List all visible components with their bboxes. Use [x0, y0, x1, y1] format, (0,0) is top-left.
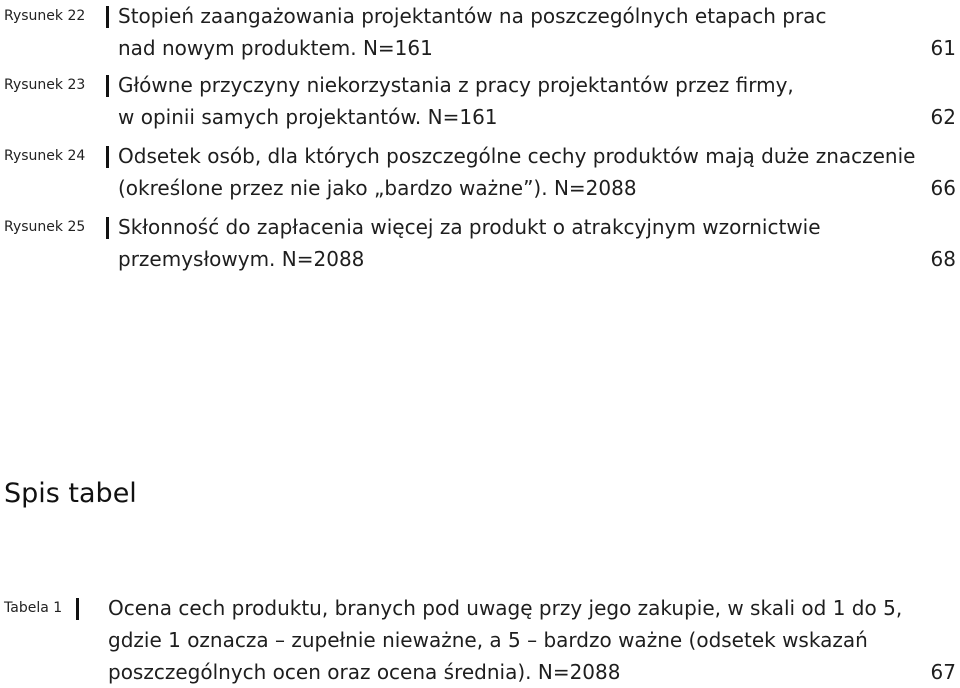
figure-label: Rysunek 24: [4, 148, 86, 164]
caption-line: Skłonność do zapłacenia więcej za produkt o atrakcyjnym wzornictwie: [118, 215, 821, 239]
separator-bar: [106, 75, 109, 97]
page-number: 66: [930, 176, 956, 200]
figure-label: Rysunek 23: [4, 77, 86, 93]
caption-line: poszczególnych ocen oraz ocena średnia). N=2088: [108, 660, 621, 684]
page-number: 61: [930, 36, 956, 60]
figure-label: Rysunek 22: [4, 8, 86, 24]
caption-line: w opinii samych projektantów. N=161: [118, 105, 498, 129]
section-heading: Spis tabel: [4, 478, 137, 509]
page-number: 67: [930, 660, 956, 684]
separator-bar: [106, 146, 109, 168]
caption-line: gdzie 1 oznacza – zupełnie nieważne, a 5 – bardzo ważne (odsetek wskazań: [108, 628, 868, 652]
figure-entry[interactable]: [0, 140, 960, 204]
page-number: 68: [930, 247, 956, 271]
figure-caption: [118, 211, 821, 275]
caption-line: przemysłowym. N=2088: [118, 247, 365, 271]
figure-label: Rysunek 25: [4, 219, 86, 235]
caption-line: Ocena cech produktu, branych pod uwagę przy jego zakupie, w skali od 1 do 5,: [108, 596, 903, 620]
caption-line: (określone przez nie jako „bardzo ważne”). N=2088: [118, 176, 637, 200]
table-entry[interactable]: [0, 592, 960, 688]
figure-entry[interactable]: [0, 0, 960, 64]
caption-line: Główne przyczyny niekorzystania z pracy projektantów przez firmy,: [118, 73, 794, 97]
figure-entry[interactable]: [0, 69, 960, 133]
caption-line: Stopień zaangażowania projektantów na poszczególnych etapach prac: [118, 4, 827, 28]
caption-line: nad nowym produktem. N=161: [118, 36, 433, 60]
table-caption: [108, 592, 902, 688]
separator-bar: [106, 217, 109, 239]
separator-bar: [106, 6, 109, 28]
table-label: Tabela 1: [4, 600, 63, 616]
figure-caption: [118, 0, 826, 64]
figure-caption: [118, 69, 794, 133]
figure-caption: [118, 140, 915, 204]
page-number: 62: [930, 105, 956, 129]
figure-entry[interactable]: [0, 211, 960, 275]
separator-bar: [76, 598, 79, 620]
caption-line: Odsetek osób, dla których poszczególne cechy produktów mają duże znaczenie: [118, 144, 916, 168]
